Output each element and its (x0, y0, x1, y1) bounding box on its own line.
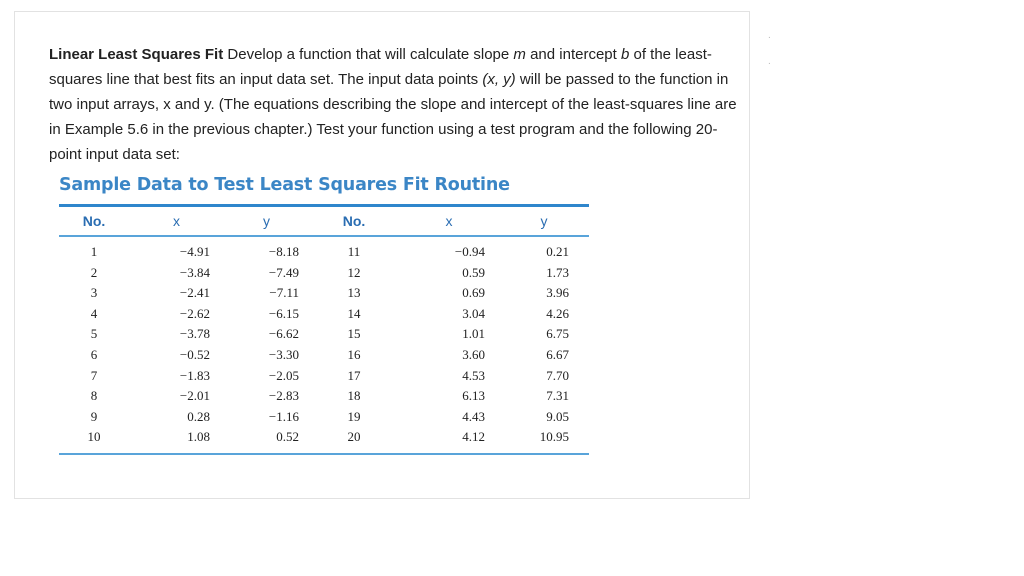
cell-no-2: 13 (347, 285, 361, 301)
cell-y-2: 7.70 (546, 367, 569, 383)
header-y-1: y (263, 213, 270, 229)
cell-no-2: 15 (347, 326, 361, 342)
table-title: Sample Data to Test Least Squares Fit Routine (59, 175, 510, 195)
problem-text-1: Develop a function that will calculate slope (223, 46, 514, 63)
cell-y-1: −3.30 (268, 346, 299, 362)
cell-x-2: −0.94 (454, 244, 485, 259)
cell-x-2: 4.12 (462, 429, 485, 445)
problem-text-3: of the least-squares line that best fits an input data set. The input data points (49, 46, 712, 88)
cell-no-1: 1 (90, 244, 98, 259)
cell-y-2: 1.73 (546, 264, 569, 280)
cell-y-1: −8.18 (268, 244, 299, 259)
cell-no-1: 7 (90, 367, 98, 383)
table-header (59, 206, 589, 237)
cell-no-1: 6 (90, 346, 98, 362)
cell-y-1: −2.05 (268, 367, 299, 383)
cell-no-2: 18 (347, 388, 361, 404)
cell-y-2: 3.96 (546, 285, 569, 301)
cell-no-1: 8 (90, 388, 98, 404)
cell-x-1: −2.41 (179, 285, 210, 301)
side-mark-1: . (768, 30, 771, 41)
cell-no-1: 3 (90, 285, 98, 301)
problem-title: Linear Least Squares Fit (49, 46, 224, 63)
table-row (59, 236, 589, 263)
cell-x-2: 4.53 (462, 367, 485, 383)
cell-y-2: 0.21 (546, 244, 569, 259)
var-xy: (x, y) (482, 71, 516, 88)
cell-y-1: −1.16 (268, 408, 299, 424)
data-table (59, 204, 589, 455)
cell-y-1: −7.49 (268, 264, 299, 280)
cell-no-2: 14 (347, 305, 361, 321)
cell-x-1: −3.78 (179, 326, 210, 342)
var-m: m (513, 46, 526, 63)
cell-y-2: 9.05 (546, 408, 569, 424)
cell-no-2: 19 (347, 408, 361, 424)
cell-no-1: 5 (90, 326, 98, 342)
cell-no-2: 12 (347, 264, 361, 280)
header-no-1: No. (82, 213, 106, 229)
cell-no-2: 16 (347, 346, 361, 362)
cell-x-1: −2.62 (179, 305, 210, 321)
header-row (59, 206, 589, 237)
data-table-wrapper (59, 204, 589, 455)
cell-x-1: −4.91 (179, 244, 210, 259)
cell-x-1: −0.52 (179, 346, 210, 362)
var-b: b (620, 46, 630, 63)
problem-statement (49, 42, 739, 167)
cell-y-2: 7.31 (546, 388, 569, 404)
cell-x-1: −1.83 (179, 367, 210, 383)
header-x-2: x (445, 213, 453, 229)
table-row (59, 386, 589, 407)
cell-y-1: 0.52 (276, 429, 299, 445)
cell-no-1: 2 (90, 264, 98, 280)
header-y-2: y (540, 213, 548, 229)
cell-y-1: −6.62 (268, 326, 299, 342)
cell-y-2: 6.67 (546, 346, 569, 362)
cell-x-2: 4.43 (462, 408, 485, 424)
cell-y-1: −7.11 (269, 285, 299, 301)
table-row (59, 366, 589, 387)
table-row (59, 304, 589, 325)
cell-no-2: 11 (347, 244, 361, 259)
cell-x-2: 0.59 (462, 264, 485, 280)
cell-no-1: 9 (90, 408, 98, 424)
content-card (14, 11, 750, 499)
cell-y-2: 6.75 (546, 326, 569, 342)
cell-x-1: 0.28 (187, 408, 210, 424)
problem-text-2: and intercept (525, 46, 621, 63)
table-body (59, 236, 589, 454)
header-no-2: No. (342, 213, 366, 229)
cell-x-2: 0.69 (462, 285, 485, 301)
table-row (59, 283, 589, 304)
header-x-1: x (173, 213, 180, 229)
cell-x-1: 1.08 (187, 429, 210, 445)
table-row (59, 263, 589, 284)
table-row (59, 345, 589, 366)
cell-x-2: 3.60 (462, 346, 485, 362)
cell-x-2: 6.13 (462, 388, 485, 404)
table-row (59, 407, 589, 428)
cell-no-1: 4 (90, 305, 98, 321)
cell-no-1: 10 (87, 429, 101, 445)
problem-text-4: will be passed to the function in two input arrays, x and y. (The equations describing the slope and intercept of the least-squares line are in Example 5.6 in the previous chapter.) Test your function using a test program and the following 20-point input data set: (49, 71, 737, 163)
cell-x-2: 1.01 (462, 326, 485, 342)
cell-y-1: −6.15 (268, 305, 299, 321)
cell-x-1: −2.01 (179, 388, 210, 404)
cell-y-2: 4.26 (546, 305, 569, 321)
cell-y-2: 10.95 (539, 429, 569, 445)
table-row (59, 324, 589, 345)
cell-x-2: 3.04 (462, 305, 485, 321)
side-mark-2: . (768, 56, 771, 67)
table-row (59, 427, 589, 454)
cell-y-1: −2.83 (268, 388, 299, 404)
cell-no-2: 17 (347, 367, 361, 383)
cell-no-2: 20 (347, 429, 361, 445)
cell-x-1: −3.84 (179, 264, 210, 280)
